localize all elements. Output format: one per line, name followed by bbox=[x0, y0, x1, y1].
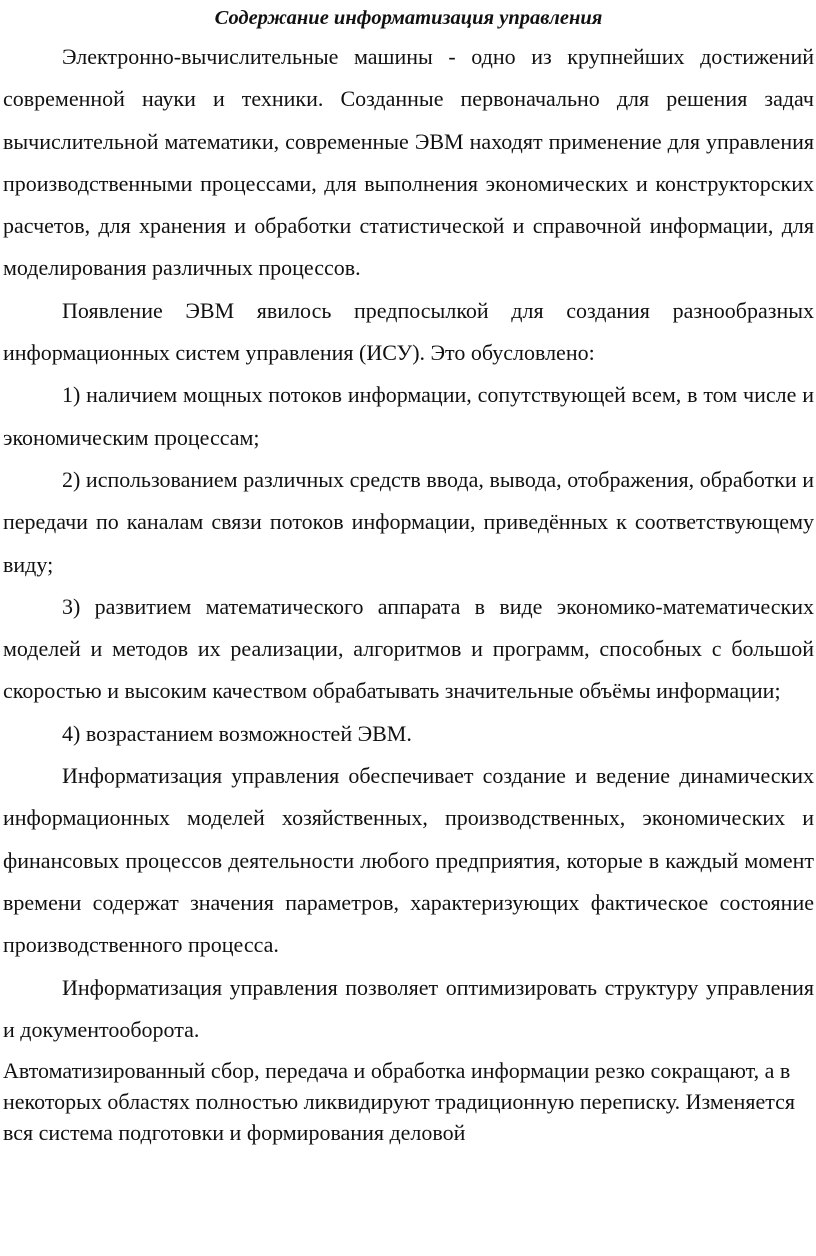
paragraph-automated-collection: Автоматизированный сбор, передача и обработка информации резко сокращают, а в некоторых областях полностью ликвидируют традиционную переписку. Изменяется вся система подготовки и формирования деловой bbox=[3, 1058, 795, 1146]
paragraph-computers-intro: Электронно-вычислительные машины - одно из крупнейших достижений современной науки и техники. Созданные первоначально для решения задач вычислительной математики, современные ЭВМ находят применение для управления производственными процессами, для выполнения экономических и конструкторских расчетов, для хранения и обработки статистической и справочной информации, для моделирования различных процессов. bbox=[3, 44, 814, 281]
list-item-3: 3) развитием математического аппарата в виде экономико-математических моделей и методов их реализации, алгоритмов и программ, способных с большой скоростью и высоким качеством обрабатывать значительные объёмы информации; bbox=[3, 593, 814, 704]
paragraph-informatization-structure: Информатизация управления позволяет оптимизировать структуру управления и документооборота. bbox=[3, 974, 814, 1042]
list-item-2: 2) использованием различных средств ввода, вывода, отображения, обработки и передачи по каналам связи потоков информации, приведённых к соответствующему виду; bbox=[3, 466, 814, 577]
list-item-4: 4) возрастанием возможностей ЭВМ. bbox=[62, 720, 412, 746]
paragraph-informatization-models: Информатизация управления обеспечивает создание и ведение динамических информационных моделей хозяйственных, производственных, экономических и финансовых процессов деятельности любого предприятия, которые в каждый момент времени содержат значения параметров, характеризующих фактическое состояние производственного процесса. bbox=[3, 763, 814, 958]
list-item-1: 1) наличием мощных потоков информации, сопутствующей всем, в том числе и экономическим процессам; bbox=[3, 382, 814, 450]
document-title: Содержание информатизация управления bbox=[214, 7, 603, 29]
paragraph-isu-emergence: Появление ЭВМ явилось предпосылкой для создания разнообразных информационных систем управления (ИСУ). Это обусловлено: bbox=[3, 297, 814, 366]
